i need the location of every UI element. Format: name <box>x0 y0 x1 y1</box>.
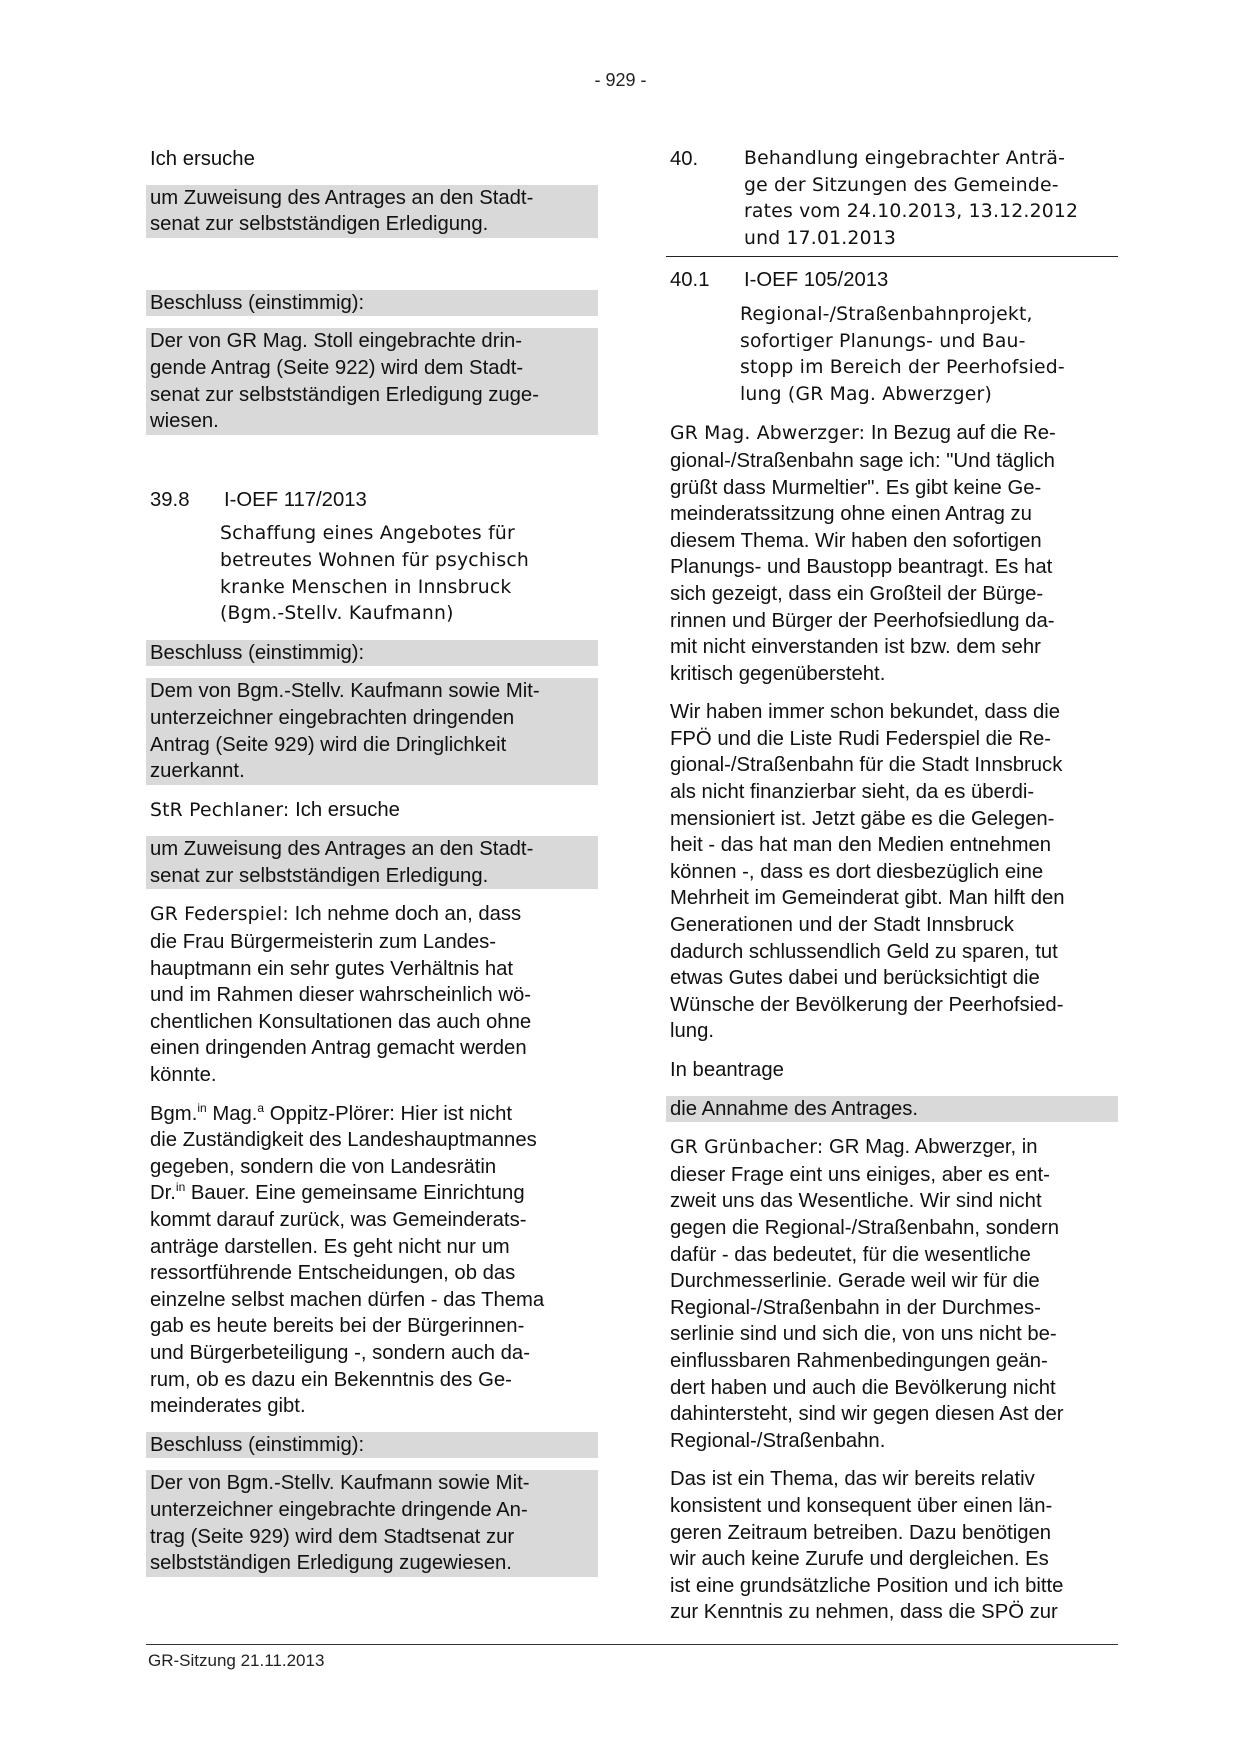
superscript: a <box>257 1100 265 1115</box>
speech-text: Ich ersuche <box>289 798 400 821</box>
paragraph: Wir haben immer schon bekundet, dass die FPÖ und die Liste Rudi Federspiel die Re- gional-/Straßenbahn für die Stadt Innsbruck als nicht finanzierbar sieht, da es überdi- mensioniert ist. Jetzt gäbe es die Gelegen- heit - das hat man den Medien entnehmen können -, dass es dort diesbezüglich eine Mehrheit im Gemeinderat gibt. Man hilft den Generationen und der Stadt Innsbruck dadurch schlussendlich Geld zu sparen, tut etwas Gutes dabei und berücksichtigt die Wünsche der Bevölkerung der Peerhofsied- lung. <box>670 701 1065 1043</box>
highlighted-request: um Zuweisung des Antrages an den Stadt- senat zur selbstständigen Erledigung. <box>146 836 598 889</box>
agenda-item-number: 40.1 <box>670 269 710 292</box>
speech-text: Bauer. Eine gemeinsame Einrichtung kommt darauf zurück, was Gemeinderats- anträge darstellen. Es geht nicht nur um ressortführende Entscheidungen, ob das einzelne selbst machen dürfen - das Thema gab es heute bereits bei der Bürgerinnen- und Bürgerbeteiligung -, sondern auch da- rum, ob es dazu ein Bekenntnis des Ge- meinderates gibt. <box>150 1182 545 1418</box>
speech-text: GR Mag. Abwerzger, in dieser Frage eint uns einiges, aber es ent- zweit uns das Wesentliche. Wir sind nicht gegen die Regional-/Straßenbahn, sondern dafür - das bedeutet, für die wesentliche Durchmesserlinie. Gerade weil wir für die Regional-/Straßenbahn in der Durchmes- serlinie sind und sich die, von uns nicht be- einflussbaren Rahmenbedingungen geän- dert haben und auch die Bevölkerung nicht dahintersteht, sind wir gegen diesen Ast der Regional-/Straßenbahn. <box>670 1136 1064 1452</box>
highlighted-request: die Annahme des Antrages. <box>666 1096 1118 1123</box>
agenda-item-title: Regional-/Straßenbahnprojekt, sofortiger Planungs- und Bau- stopp im Bereich der Peerhofsied- lung (GR Mag. Abwerzger) <box>740 303 1065 405</box>
resolution-text: Der von Bgm.-Stellv. Kaufmann sowie Mit- unterzeichner eingebrachte dringende An- trag (Seite 929) wird dem Stadtsenat zur selbstständigen Erledigung zugewiesen. <box>146 1470 598 1576</box>
speech-text: Oppitz-Plörer: Hier ist nicht die Zuständigkeit des Landeshauptmannes gegeben, sondern die von Landesrätin Dr. <box>150 1102 537 1205</box>
agenda-item-39-8 <box>146 487 598 514</box>
resolution-text: Dem von Bgm.-Stellv. Kaufmann sowie Mit- unterzeichner eingebrachten dringenden Antrag (Seite 929) wird die Dringlichkeit zuerkannt. <box>146 678 598 784</box>
agenda-item-code: I-OEF 105/2013 <box>744 269 889 292</box>
speech-text: In Bezug auf die Re- gional-/Straßenbahn sage ich: "Und täglich grüßt dass Murmeltier". Es gibt keine Ge- meinderatssitzung ohne einen Antrag zu diesem Thema. Wir haben den sofortigen Planungs- und Baustopp beantragt. Es hat sich gezeigt, dass ein Großteil der Bürge- rinnen und Bürger der Peerhofsiedlung da- mit nicht einverstanden ist bzw. dem sehr kritisch gegenübersteht. <box>670 422 1056 685</box>
footer-text: GR-Sitzung 21.11.2013 <box>148 1651 325 1670</box>
resolution-text: Der von GR Mag. Stoll eingebrachte drin- gende Antrag (Seite 922) wird dem Stadt- senat zur selbstständigen Erledigung zuge- wiesen. <box>146 328 598 434</box>
speaker-name: StR Pechlaner: <box>150 799 290 821</box>
speech-paragraph <box>666 420 1118 687</box>
paragraph: Das ist ein Thema, das wir bereits relativ konsistent und konsequent über einen län- geren Zeitraum betreiben. Dazu benötigen wir auch keine Zurufe und dergleichen. Es ist eine grundsätzliche Position und ich bitte zur Kenntnis zu nehmen, dass die SPÖ zur <box>670 1468 1064 1624</box>
section-number: 40. <box>670 148 699 170</box>
agenda-item-title: Schaffung eines Angebotes für betreutes Wohnen für psychisch kranke Menschen in Innsbruck (Bgm.-Stellv. Kaufmann) <box>220 523 529 625</box>
resolution-heading: Beschluss (einstimmig): <box>146 640 598 667</box>
paragraph: Ich ersuche <box>150 148 255 170</box>
speech-text: Ich nehme doch an, dass die Frau Bürgermeisterin zum Landes- hauptmann ein sehr gutes Verhältnis hat und im Rahmen dieser wahrscheinlich wö- chentlichen Konsultationen das auch ohne einen dringenden Antrag gemacht werden könnte. <box>150 903 532 1087</box>
footer-divider <box>146 1644 1118 1645</box>
speech-paragraph <box>146 797 598 825</box>
speaker-name: GR Federspiel: <box>150 904 289 926</box>
speech-paragraph <box>666 1134 1118 1454</box>
section-title: Behandlung eingebrachter Anträ- ge der Sitzungen des Gemeinde- rates vom 24.10.2013, 13.12.2012 und 17.01.2013 <box>744 148 1079 249</box>
right-column <box>666 146 1118 1638</box>
agenda-item-40-1 <box>666 267 1118 294</box>
speech-paragraph <box>146 901 598 1088</box>
page-number: - 929 - <box>594 70 647 90</box>
resolution-heading: Beschluss (einstimmig): <box>146 1432 598 1459</box>
resolution-heading: Beschluss (einstimmig): <box>146 290 598 317</box>
section-heading-40 <box>666 146 1118 257</box>
speech-paragraph <box>146 1101 598 1420</box>
left-column <box>146 146 598 1589</box>
agenda-item-number: 39.8 <box>150 488 190 511</box>
speaker-name: GR Grünbacher: <box>670 1137 824 1159</box>
speaker-name: GR Mag. Abwerzger: <box>670 423 866 445</box>
speaker-title: Bgm. <box>150 1102 198 1125</box>
speaker-title: Mag. <box>206 1102 258 1125</box>
highlighted-request: um Zuweisung des Antrages an den Stadt- senat zur selbstständigen Erledigung. <box>146 185 598 238</box>
superscript: in <box>197 1100 207 1115</box>
agenda-item-code: I-OEF 117/2013 <box>224 488 367 511</box>
superscript: in <box>175 1180 186 1195</box>
paragraph: In beantrage <box>670 1059 784 1081</box>
